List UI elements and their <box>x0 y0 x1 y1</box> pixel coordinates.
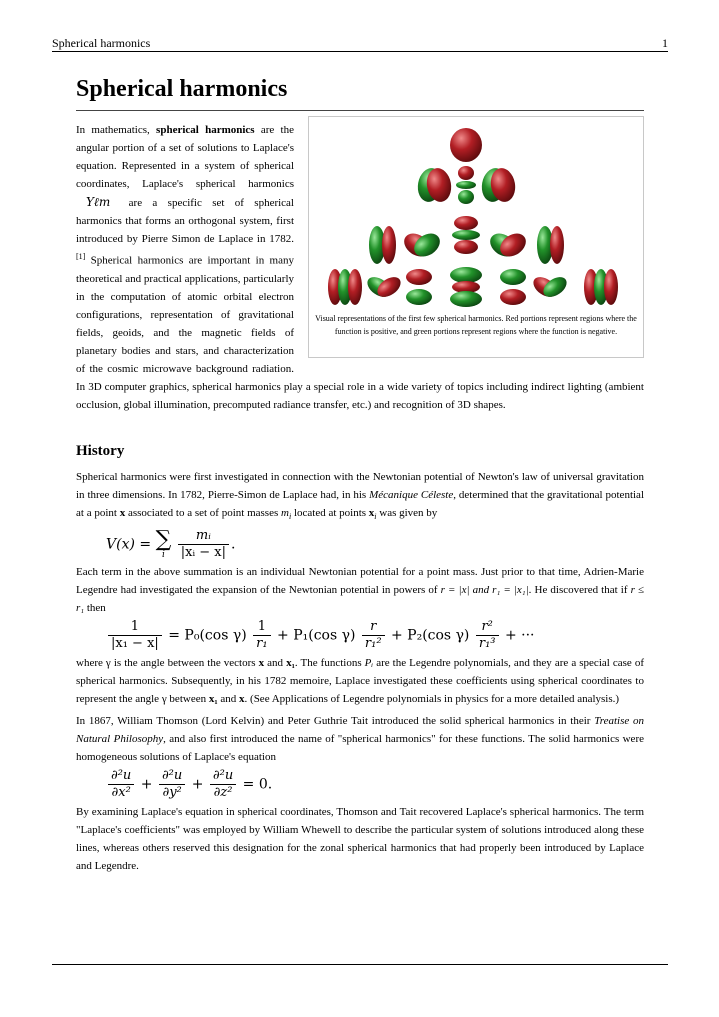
equation-legendre-expansion: $\frac{1}{\text{|x₁ − x|}}$ = P₀(cos γ) $\frac{1}{\text{r₁}}$ + P₁(cos γ) $\frac{r}{\text{r₁²}}$ + P₂(cos γ) $\frac{\text{r²}}{\text{r₁³}}$ + ··· <box>106 619 644 652</box>
negative-lobe-25 <box>406 289 432 305</box>
negative-lobe-4 <box>456 181 476 189</box>
positive-lobe-21 <box>348 269 362 305</box>
footer-rule <box>52 964 668 965</box>
positive-lobe-30 <box>500 289 526 305</box>
running-header <box>52 35 668 52</box>
bold-term: spherical harmonics <box>156 124 255 136</box>
negative-lobe-26 <box>450 267 482 283</box>
history-paragraph-3: where γ is the angle between the vectors x and x₁. The functions Pᵢ are the Legendre polynomials, and they are a special case of spherical harmonics. Subsequently, in his 1782 memoire, Laplace investigated these coefficients using spherical coordinates to represent the angle γ between x₁ and x. (See Applications of Legendre polynomials in physics for a more detailed analysis.) <box>76 656 645 705</box>
positive-lobe-3 <box>458 166 474 180</box>
history-paragraph-1: Spherical harmonics were first investigated in connection with the Newtonian potential of Newton's law of universal gravitation in three dimensions. In 1782, Pierre-Simon de Laplace had, in his Mécanique Céleste, determined that the gravitational potential at a point x associated to a set of point masses $m_i$ located at points $x_i$ was given by <box>76 470 644 521</box>
equation-potential: V(x) = ∑ i $\frac{\text{mᵢ}}{\text{|xᵢ − x|}}$ . <box>106 526 236 560</box>
section-heading-history: History <box>76 442 125 459</box>
running-title: Spherical harmonics <box>52 36 151 50</box>
positive-lobe-9 <box>382 226 396 264</box>
negative-lobe-11 <box>410 229 444 261</box>
article <box>76 74 644 875</box>
intro-paragraph: In mathematics, spherical harmonics are the angular portion of a set of solutions to Laplace's equation. Represented in a system of spherical coordinates, Laplace's spherical harmonics Yℓm are a specific set of spherical harmonics that forms an orthogonal system, first introduced by Pierre Simon de Laplace in 1782.[1] Spherical harmonics are important in many theoretical and practical applications, particularly in the computation of atomic orbital electron configurations, representation of gravitational fields, geoids, and the magnetic fields of planetary bodies and stars, and characterization of the cosmic microwave background radiation. In 3D computer graphics, spherical harmonics play a special role in a wide variety of topics including indirect lighting (ambient occlusion, global illumination, precomputed radiance transfer, etc.) and recognition of 3D shapes. <box>76 124 644 411</box>
positive-lobe-16 <box>496 229 530 261</box>
harmonics-figure <box>308 116 644 358</box>
ylm-symbol: Yℓm <box>86 195 111 209</box>
positive-lobe-0 <box>450 128 482 162</box>
positive-lobe-18 <box>550 226 564 264</box>
positive-lobe-12 <box>454 216 478 230</box>
negative-lobe-28 <box>450 291 482 307</box>
positive-lobe-14 <box>454 240 478 254</box>
history-paragraph-5: By examining Laplace's equation in spherical coordinates, Thomson and Tait recovered Laplace's spherical harmonics. The term "Laplace's coefficients" was employed by William Whewell to describe the particular system of solutions introduced along these lines, whereas others reserved this designation for the zonal spherical harmonics that had properly been introduced by Laplace and Legendre. <box>76 805 644 872</box>
page-title: Spherical harmonics <box>76 74 644 111</box>
negative-lobe-5 <box>458 190 474 204</box>
negative-lobe-29 <box>500 269 526 285</box>
page-number: 1 <box>662 36 668 50</box>
positive-lobe-24 <box>406 269 432 285</box>
positive-lobe-35 <box>604 269 618 305</box>
citation-link[interactable]: [1] <box>76 252 86 261</box>
negative-lobe-13 <box>452 230 480 240</box>
harmonics-illustration <box>309 117 645 312</box>
equation-laplace: $\frac{\text{∂²u}}{\text{∂x²}}$ + $\frac{\text{∂²u}}{\text{∂y²}}$ + $\frac{\text{∂²u}}{\text{∂z²}}$ = 0. <box>106 768 644 801</box>
history-paragraph-4: In 1867, William Thomson (Lord Kelvin) and Peter Guthrie Tait introduced the solid spherical harmonics in their Treatise on Natural Philosophy, and also first introduced the name of "spherical harmonics" for these functions. The solid harmonics were homogeneous solutions of Laplace's equation <box>76 714 645 763</box>
history-paragraph-2: Each term in the above summation is an individual Newtonian potential for a point mass. Just prior to that time, Adrien-Marie Legendre had investigated the expansion of the Newtonian potential in powers of r = |x| and r₁ = |x₁|. He discovered that if r ≤ r₁ then <box>76 565 645 614</box>
figure-caption: Visual representations of the first few spherical harmonics. Red portions represent regions where the function is positive, and green portions represent regions where the function is negative. <box>315 314 637 336</box>
